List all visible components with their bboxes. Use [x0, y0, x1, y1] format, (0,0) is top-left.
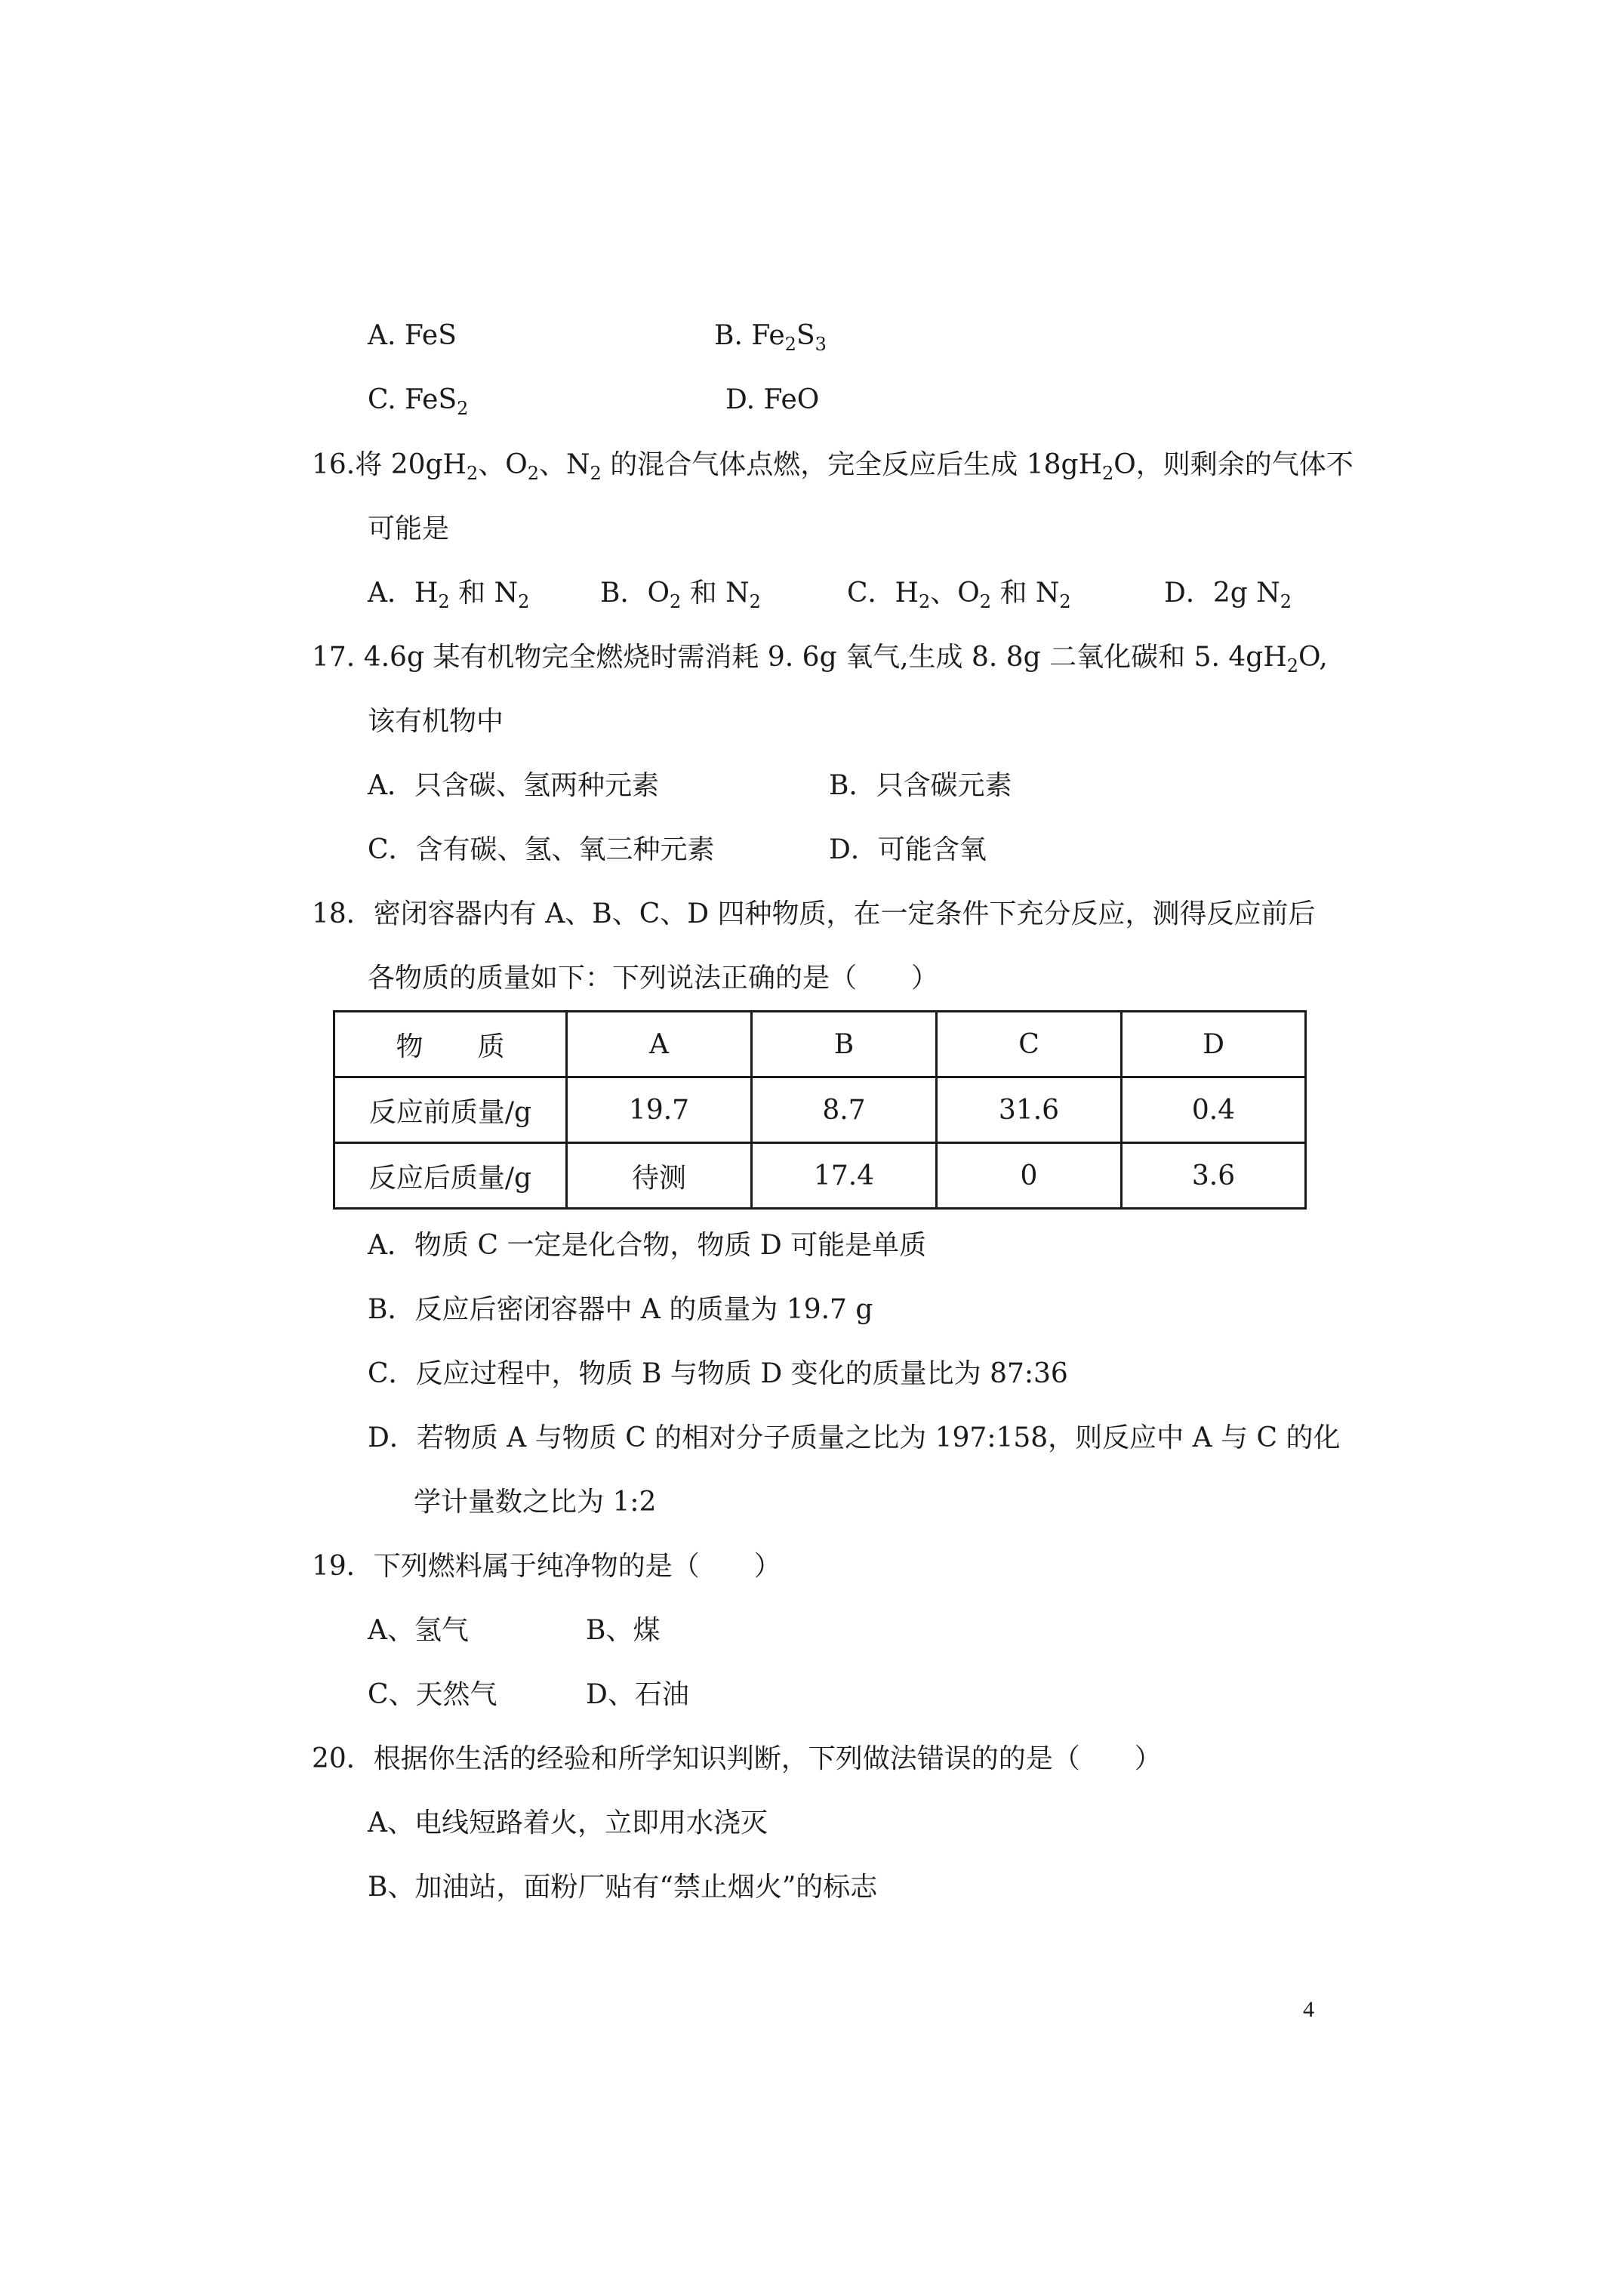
table-header-cell: B: [752, 1012, 937, 1077]
q19-option-c: C、天然气: [368, 1679, 497, 1710]
table-cell: 0: [937, 1143, 1122, 1209]
table-header-row: [334, 1012, 1306, 1077]
table-header-cell: 物 质: [334, 1012, 567, 1077]
subscript: 2: [527, 463, 540, 484]
q19-option-a: A、氢气: [368, 1615, 469, 1646]
q15-option-b-text: B. Fe: [714, 320, 785, 351]
q16-option-text: 和 N: [681, 578, 750, 609]
q16-text: 16.将 20gH: [312, 449, 467, 480]
mass-table: [333, 1010, 1307, 1210]
q18-option-d-line1: D．若物质 A 与物质 C 的相对分子质量之比为 197:158，则反应中 A 与 C 的化: [368, 1422, 1341, 1453]
q16-text: 、O: [478, 449, 528, 480]
q15-option-c-text: C. FeS: [368, 384, 457, 415]
table-cell: 反应后质量/g: [334, 1143, 567, 1209]
subscript: 2: [1059, 591, 1071, 612]
table-cell: 0.4: [1122, 1077, 1306, 1143]
q15-option-b: [714, 319, 827, 353]
q16-text: 的混合气体点燃，完全反应后生成 18gH: [601, 449, 1102, 480]
subscript: 3: [815, 334, 827, 355]
subscript: 2: [457, 398, 469, 419]
page-number: 4: [1303, 1997, 1314, 2022]
table-header-cell: C: [937, 1012, 1122, 1077]
subscript: 2: [1101, 463, 1114, 484]
q17-text: 17. 4.6g 某有机物完全燃烧时需消耗 9. 6g 氧气,生成 8. 8g 二氧化碳和 5. 4gH: [312, 642, 1287, 673]
q17-option-c: C．含有碳、氢、氧三种元素: [368, 834, 715, 865]
table-row: [334, 1077, 1306, 1143]
subscript: 2: [1280, 591, 1292, 612]
table-cell: 反应前质量/g: [334, 1077, 567, 1143]
table-cell: 3.6: [1122, 1143, 1306, 1209]
q16-text: 、N: [539, 449, 590, 480]
subscript: 2: [669, 591, 682, 612]
table-row: [334, 1143, 1306, 1209]
q16-stem-line1: [312, 448, 1354, 482]
q17-text: O,: [1298, 642, 1328, 673]
q16-option-c: [847, 576, 1071, 611]
q19-stem: 19．下列燃料属于纯净物的是（ ）: [312, 1551, 781, 1582]
q16-option-text: 和 N: [449, 578, 519, 609]
q17-option-b: B．只含碳元素: [829, 770, 1012, 801]
q16-option-text: 和 N: [991, 578, 1060, 609]
q17-option-d: D．可能含氧: [829, 834, 987, 865]
q18-stem-line2: 各物质的质量如下：下列说法正确的是（ ）: [368, 963, 939, 994]
subscript: 2: [918, 591, 931, 612]
q16-option-text: C．H: [847, 578, 919, 609]
q15-option-a: A. FeS: [368, 320, 457, 351]
q20-option-b: B、加油站，面粉厂贴有“禁止烟火”的标志: [368, 1872, 878, 1903]
q15-option-d: D. FeO: [725, 384, 820, 415]
q17-stem-line2: 该有机物中: [368, 706, 504, 737]
table-cell: 19.7: [567, 1077, 752, 1143]
q17-option-a: A．只含碳、氢两种元素: [368, 770, 659, 801]
q18-option-c: C．反应过程中，物质 B 与物质 D 变化的质量比为 87:36: [368, 1358, 1068, 1389]
subscript: 2: [784, 334, 796, 355]
q18-stem-line1: 18．密闭容器内有 A、B、C、D 四种物质，在一定条件下充分反应，测得反应前后: [312, 898, 1316, 929]
subscript: 2: [518, 591, 530, 612]
table-header-cell: D: [1122, 1012, 1306, 1077]
q18-option-a: A．物质 C 一定是化合物，物质 D 可能是单质: [368, 1230, 927, 1261]
q20-option-a: A、电线短路着火，立即用水浇灭: [368, 1808, 768, 1838]
q20-stem: 20．根据你生活的经验和所学知识判断，下列做法错误的的是（ ）: [312, 1743, 1162, 1774]
q16-stem-line2: 可能是: [368, 513, 450, 544]
table-cell: 8.7: [752, 1077, 937, 1143]
subscript: 2: [749, 591, 761, 612]
subscript: 2: [979, 591, 992, 612]
subscript: 2: [1286, 655, 1298, 676]
q18-option-d-line2: 学计量数之比为 1:2: [414, 1487, 657, 1518]
q16-text: O，则剩余的气体不: [1113, 449, 1354, 480]
table-cell: 待测: [567, 1143, 752, 1209]
q16-option-text: B．O: [600, 578, 670, 609]
table-header-cell: A: [567, 1012, 752, 1077]
q19-option-d: D、石油: [586, 1679, 689, 1710]
q19-option-b: B、煤: [586, 1615, 661, 1646]
q16-option-text: 、O: [930, 578, 980, 609]
q16-option-text: A．H: [368, 578, 439, 609]
q16-option-text: D．2g N: [1164, 578, 1280, 609]
q15-option-b-text: S: [796, 320, 815, 351]
q15-option-c: [368, 383, 468, 418]
subscript: 2: [590, 463, 602, 484]
table-cell: 31.6: [937, 1077, 1122, 1143]
q16-option-a: [368, 576, 529, 611]
q16-option-b: [600, 576, 761, 611]
q18-option-b: B．反应后密闭容器中 A 的质量为 19.7 g: [368, 1294, 873, 1325]
q16-option-d: [1164, 576, 1292, 611]
subscript: 2: [466, 463, 479, 484]
q17-stem-line1: [312, 640, 1328, 675]
subscript: 2: [438, 591, 450, 612]
table-cell: 17.4: [752, 1143, 937, 1209]
